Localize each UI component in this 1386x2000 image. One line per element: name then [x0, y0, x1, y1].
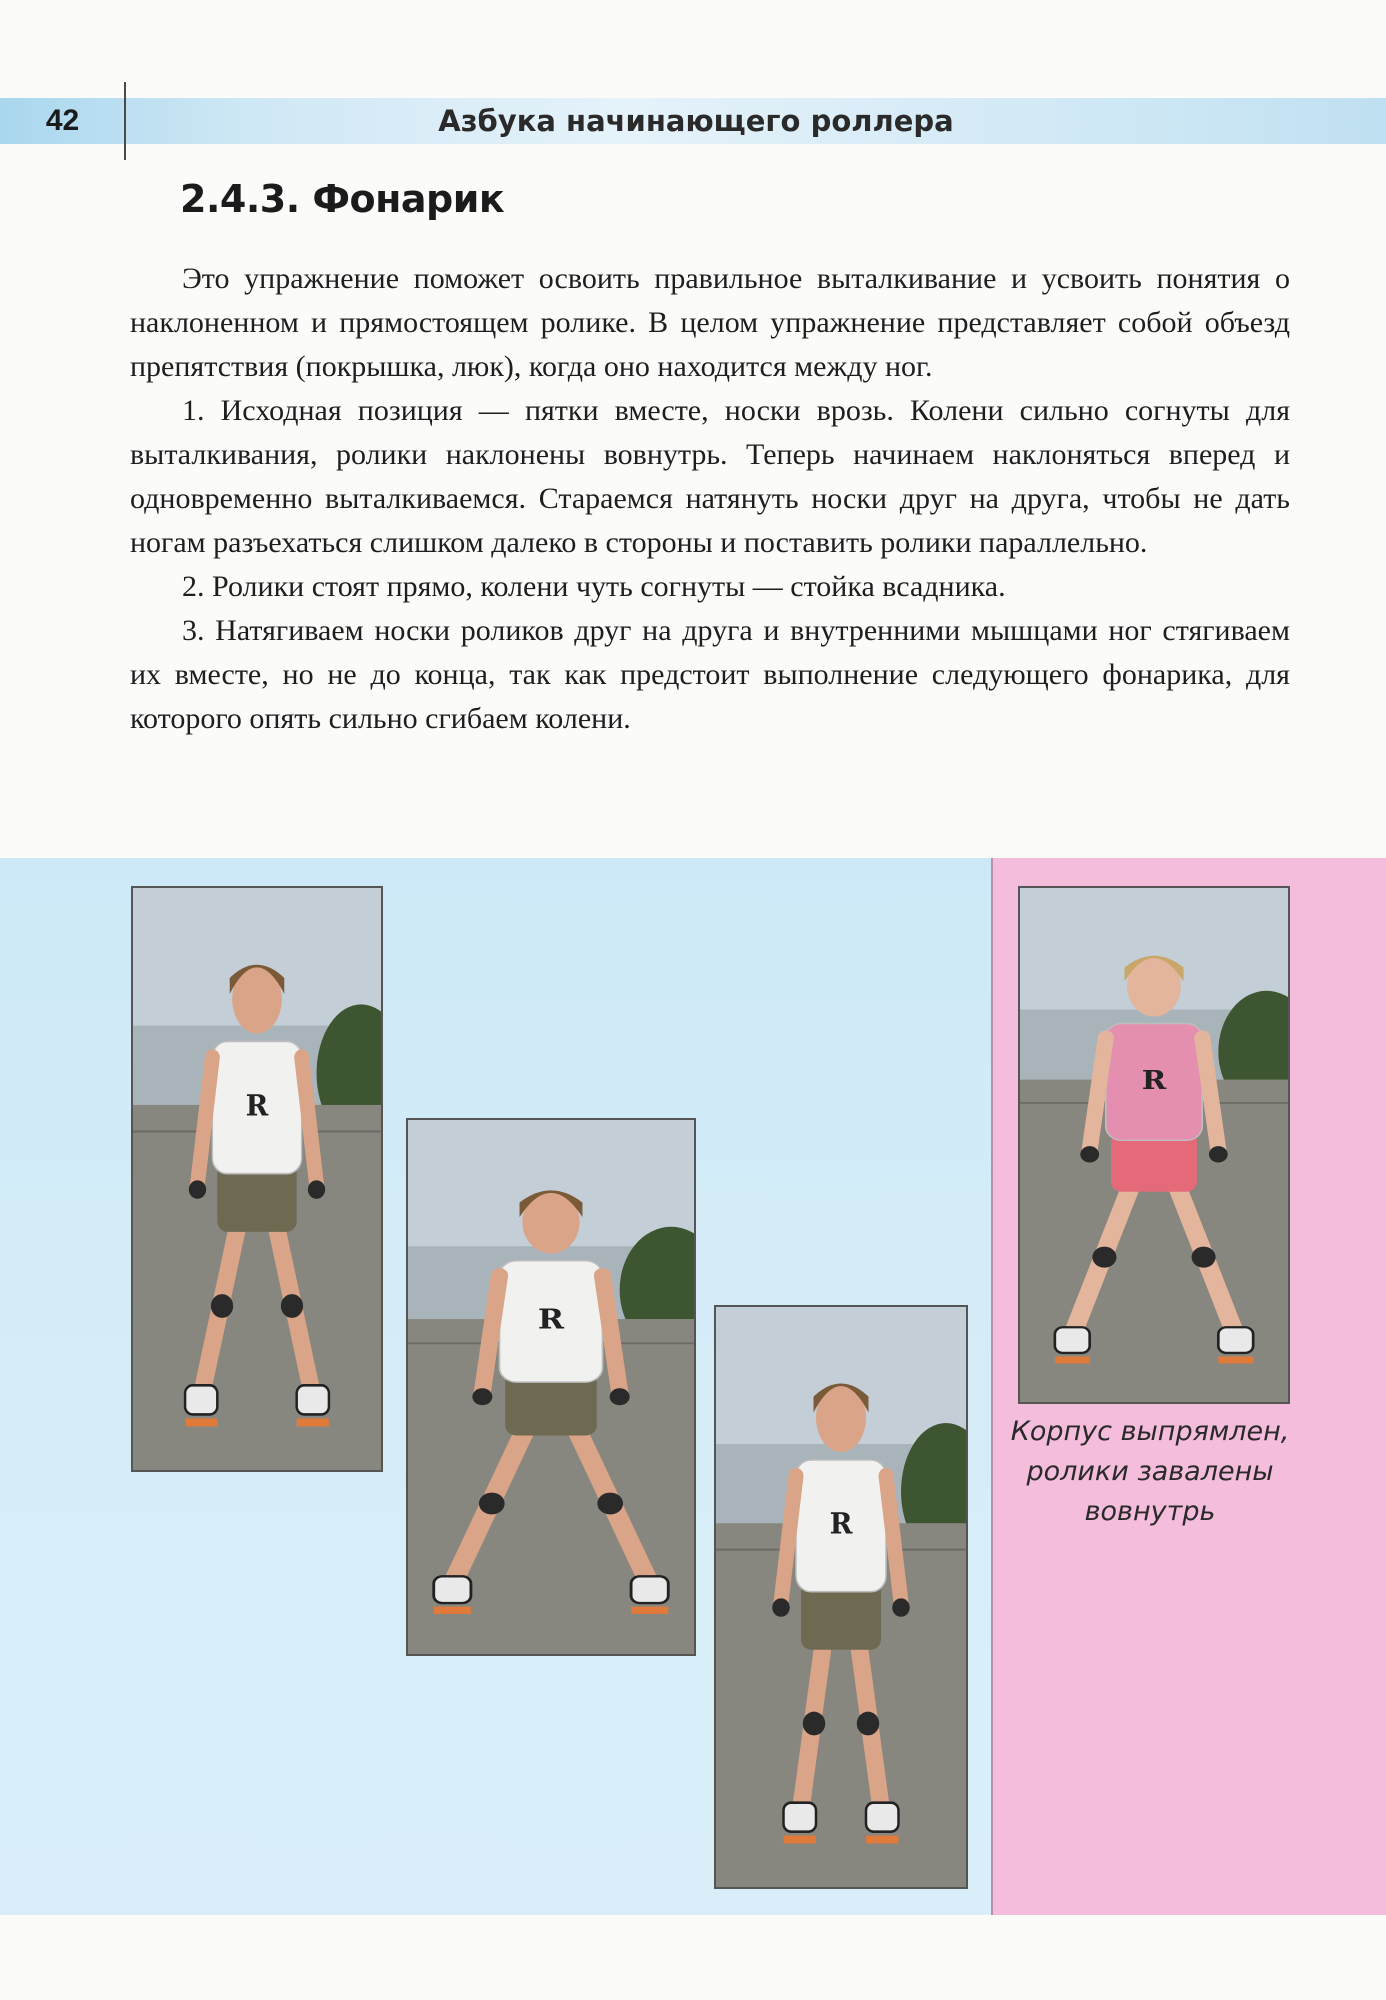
right-glove — [1209, 1146, 1228, 1162]
section-title: 2.4.3. Фонарик — [180, 177, 505, 221]
body-text — [130, 257, 1290, 741]
left-skate — [1055, 1327, 1090, 1353]
left-knee-pad — [211, 1294, 233, 1318]
photo-scene — [133, 888, 381, 1470]
photo-position-2 — [406, 1118, 696, 1656]
photo-scene — [716, 1307, 966, 1887]
left-glove — [472, 1388, 492, 1405]
photo-scene — [408, 1120, 694, 1654]
photo-caption — [1000, 1412, 1300, 1532]
paragraph-step-1: 1. Исходная позиция — пятки вместе, носки врозь. Колени сильно согнуты для выталкивания, ролики наклонены вовнутрь. Теперь начинаем наклоняться вперед и одновременно выталкиваемся. Стараемся натянуть носки друг на друга, чтобы не дать ногам разъехаться слишком далеко в стороны и поставить ролики параллельно. — [130, 394, 1290, 559]
caption-line-3: вовнутрь — [1084, 1496, 1216, 1527]
caption-line-2: ролики завалены — [1026, 1456, 1274, 1487]
right-skate — [297, 1385, 329, 1414]
right-glove — [892, 1598, 910, 1616]
left-glove — [772, 1598, 790, 1616]
right-skate — [631, 1576, 668, 1603]
left-skate — [434, 1576, 471, 1603]
right-skate — [866, 1803, 899, 1832]
shirt-logo: R — [829, 1506, 853, 1541]
left-glove — [1080, 1146, 1099, 1162]
right-glove — [308, 1180, 325, 1199]
running-title: Азбука начинающего роллера — [438, 104, 954, 138]
paragraph-step-2: 2. Ролики стоят прямо, колени чуть согнуты — стойка всадника. — [182, 570, 1006, 603]
caption-line-1: Корпус выпрямлен, — [1010, 1416, 1290, 1447]
shirt-logo: R — [245, 1088, 269, 1123]
left-skate — [185, 1385, 217, 1414]
photo-position-3 — [714, 1305, 968, 1889]
shirt-logo: R — [1141, 1064, 1167, 1096]
right-knee-pad — [1192, 1247, 1216, 1268]
left-knee-pad — [1092, 1247, 1116, 1268]
right-knee-pad — [857, 1712, 880, 1736]
left-knee-pad — [803, 1712, 826, 1736]
left-knee-pad — [479, 1493, 505, 1515]
right-knee-pad — [597, 1493, 623, 1515]
page-number: 42 — [45, 104, 80, 137]
left-skate — [784, 1803, 817, 1832]
right-glove — [610, 1388, 630, 1405]
left-glove — [189, 1180, 206, 1199]
photo-scene — [1020, 888, 1288, 1402]
paragraph-step-3: 3. Натягиваем носки роликов друг на друга и внутренними мышцами ног стягиваем их вместе, но не до конца, так как предстоит выполнение следующего фонарика, для которого опять сильно сгибаем колени. — [130, 614, 1290, 735]
photo-position-1 — [131, 886, 383, 1472]
paragraph-intro: Это упражнение поможет освоить правильное выталкивание и усвоить понятия о наклоненном и прямостоящем ролике. В целом упражнение представляет собой объезд препятствия (покрышка, люк), когда оно находится между ног. — [130, 262, 1290, 383]
right-skate — [1218, 1327, 1253, 1353]
photo-example-woman — [1018, 886, 1290, 1404]
shirt-logo: R — [537, 1304, 565, 1336]
right-knee-pad — [281, 1294, 303, 1318]
